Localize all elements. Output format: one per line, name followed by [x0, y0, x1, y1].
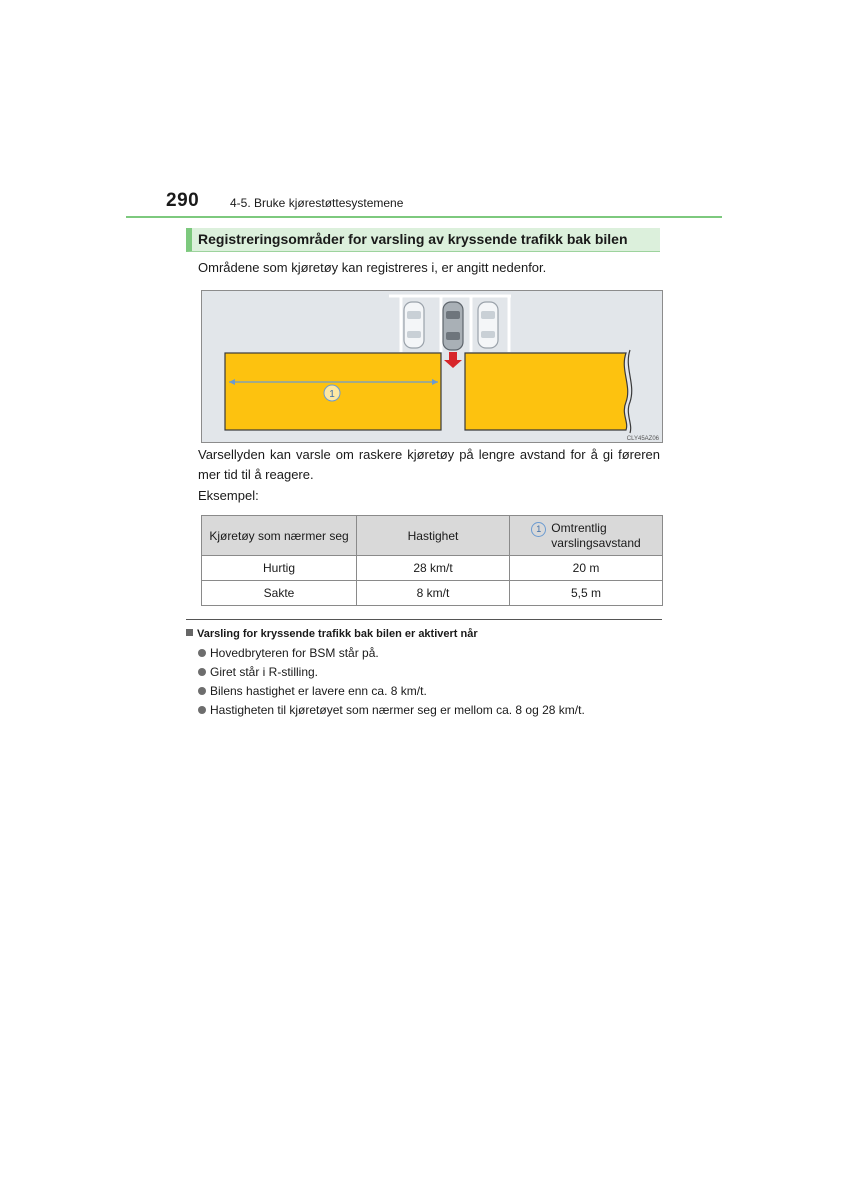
image-code: CLY45AZ06: [626, 436, 659, 442]
header-distance: [510, 516, 663, 556]
table-row: [202, 581, 663, 606]
section-heading: [186, 228, 660, 252]
conditions-list: [198, 646, 585, 722]
table-cell: 28 km/t: [357, 556, 510, 581]
table-cell: 20 m: [510, 556, 663, 581]
bullet-dot-icon: [198, 706, 206, 714]
bullet-dot-icon: [198, 649, 206, 657]
distance-callout: 1: [329, 389, 335, 400]
bullet-dot-icon: [198, 687, 206, 695]
table-cell: 8 km/t: [357, 581, 510, 606]
bullet-dot-icon: [198, 668, 206, 676]
conditions-title: [186, 628, 478, 640]
detection-zone-right: [465, 353, 628, 430]
warning-explanation: Varsellyden kan varsle om raskere kjøretøy på lengre avstand for å gi føreren mer tid til å reagere.: [198, 447, 660, 482]
list-item: Hastigheten til kjøretøyet som nærmer seg er mellom ca. 8 og 28 km/t.: [198, 703, 585, 722]
distance-callout-badge: 1: [531, 522, 546, 537]
list-item: Bilens hastighet er lavere enn ca. 8 km/t.: [198, 684, 585, 703]
table-row: [202, 556, 663, 581]
conditions-rule: [186, 619, 662, 620]
page-number: 290: [166, 190, 200, 211]
list-item: Giret står i R-stilling.: [198, 665, 585, 684]
section-heading-text: Registreringsområder for varsling av kryssende trafikk bak bilen: [198, 231, 628, 247]
parked-car-left-icon: [404, 302, 424, 348]
parked-car-right-icon: [478, 302, 498, 348]
intro-text: Områdene som kjøretøy kan registreres i, er angitt nedenfor.: [198, 260, 547, 275]
header-distance-line-1: Omtrentlig: [551, 520, 607, 535]
list-item: Hovedbryteren for BSM står på.: [198, 646, 585, 665]
table-header-row: [202, 516, 663, 556]
conditions-title-text: Varsling for kryssende trafikk bak bilen er aktivert når: [197, 628, 478, 640]
table-cell: 5,5 m: [510, 581, 663, 606]
table-cell: Hurtig: [202, 556, 357, 581]
table-cell: Sakte: [202, 581, 357, 606]
square-bullet-icon: [186, 629, 193, 636]
header-speed: Hastighet: [357, 516, 510, 556]
header-distance-label: [531, 521, 640, 551]
header-distance-line-2: varslingsavstand: [551, 535, 641, 550]
header-rule: [126, 216, 722, 218]
detection-area-diagram: [201, 290, 663, 443]
header-approaching-vehicle: Kjøretøy som nærmer seg: [202, 516, 357, 556]
example-label: Eksempel:: [198, 488, 259, 503]
warning-distance-table: [201, 515, 663, 606]
own-car-icon: [443, 302, 463, 350]
page-header: [126, 188, 722, 218]
chapter-title: 4-5. Bruke kjørestøttesystemene: [230, 196, 404, 210]
